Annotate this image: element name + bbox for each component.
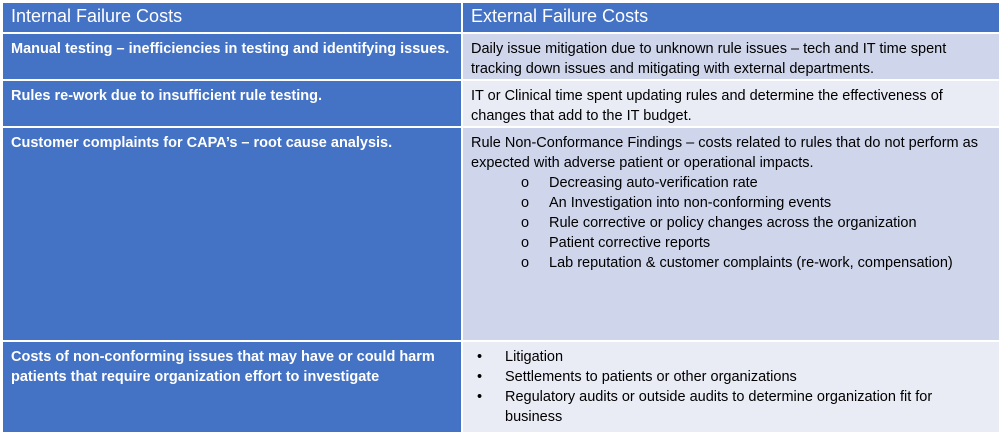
list-item — [471, 387, 991, 427]
list-item-text: Regulatory audits or outside audits to determine organization fit for business — [505, 389, 933, 425]
list-item — [471, 347, 991, 367]
list-item — [471, 213, 991, 233]
internal-cell: Rules re-work due to insufficient rule testing. — [2, 80, 462, 127]
circle-bullet-icon: o — [521, 175, 530, 191]
table — [1, 1, 1000, 434]
list-item — [471, 233, 991, 253]
list-item-text: Patient corrective reports — [549, 235, 711, 251]
header-row — [2, 2, 1000, 33]
table-row — [2, 80, 1000, 127]
internal-cell: Customer complaints for CAPA’s – root cause analysis. — [2, 127, 462, 341]
list-item — [471, 367, 991, 387]
table-row — [2, 33, 1000, 80]
circle-bullet-icon: o — [521, 255, 530, 271]
circle-bullet-icon: o — [521, 235, 530, 251]
external-cell — [462, 127, 1000, 341]
header-external-failure-costs: External Failure Costs — [462, 2, 1000, 33]
disc-bullet-icon: • — [477, 369, 483, 385]
list-item — [471, 193, 991, 213]
list-item — [471, 253, 991, 273]
disc-bullet-icon: • — [477, 389, 483, 405]
disc-bullet-icon: • — [477, 349, 483, 365]
external-cell: Daily issue mitigation due to unknown rule issues – tech and IT time spent tracking down issues and mitigating with external departments. — [462, 33, 1000, 80]
list-item-text: Rule corrective or policy changes across the organization — [549, 215, 917, 231]
list-item-text: Lab reputation & customer complaints (re-work, compensation) — [549, 255, 953, 271]
external-text: Rule Non-Conformance Findings – costs related to rules that do not perform as expected with adverse patient or operational impacts. — [471, 135, 978, 171]
circle-bullet-icon: o — [521, 215, 530, 231]
list-item-text: Litigation — [505, 349, 564, 365]
header-internal-failure-costs: Internal Failure Costs — [2, 2, 462, 33]
internal-cell: Costs of non-conforming issues that may have or could harm patients that require organization effort to investigate — [2, 341, 462, 433]
external-cell: IT or Clinical time spent updating rules and determine the effectiveness of changes that add to the IT budget. — [462, 80, 1000, 127]
external-bullet-list — [471, 173, 991, 273]
table-row — [2, 341, 1000, 433]
table-row — [2, 127, 1000, 341]
list-item-text: Decreasing auto-verification rate — [549, 175, 758, 191]
failure-costs-table — [0, 1, 1000, 436]
circle-bullet-icon: o — [521, 195, 530, 211]
list-item — [471, 173, 991, 193]
internal-cell: Manual testing – inefficiencies in testing and identifying issues. — [2, 33, 462, 80]
external-cell — [462, 341, 1000, 433]
list-item-text: An Investigation into non-conforming events — [549, 195, 832, 211]
list-item-text: Settlements to patients or other organizations — [505, 369, 797, 385]
external-bullet-list — [471, 347, 991, 427]
